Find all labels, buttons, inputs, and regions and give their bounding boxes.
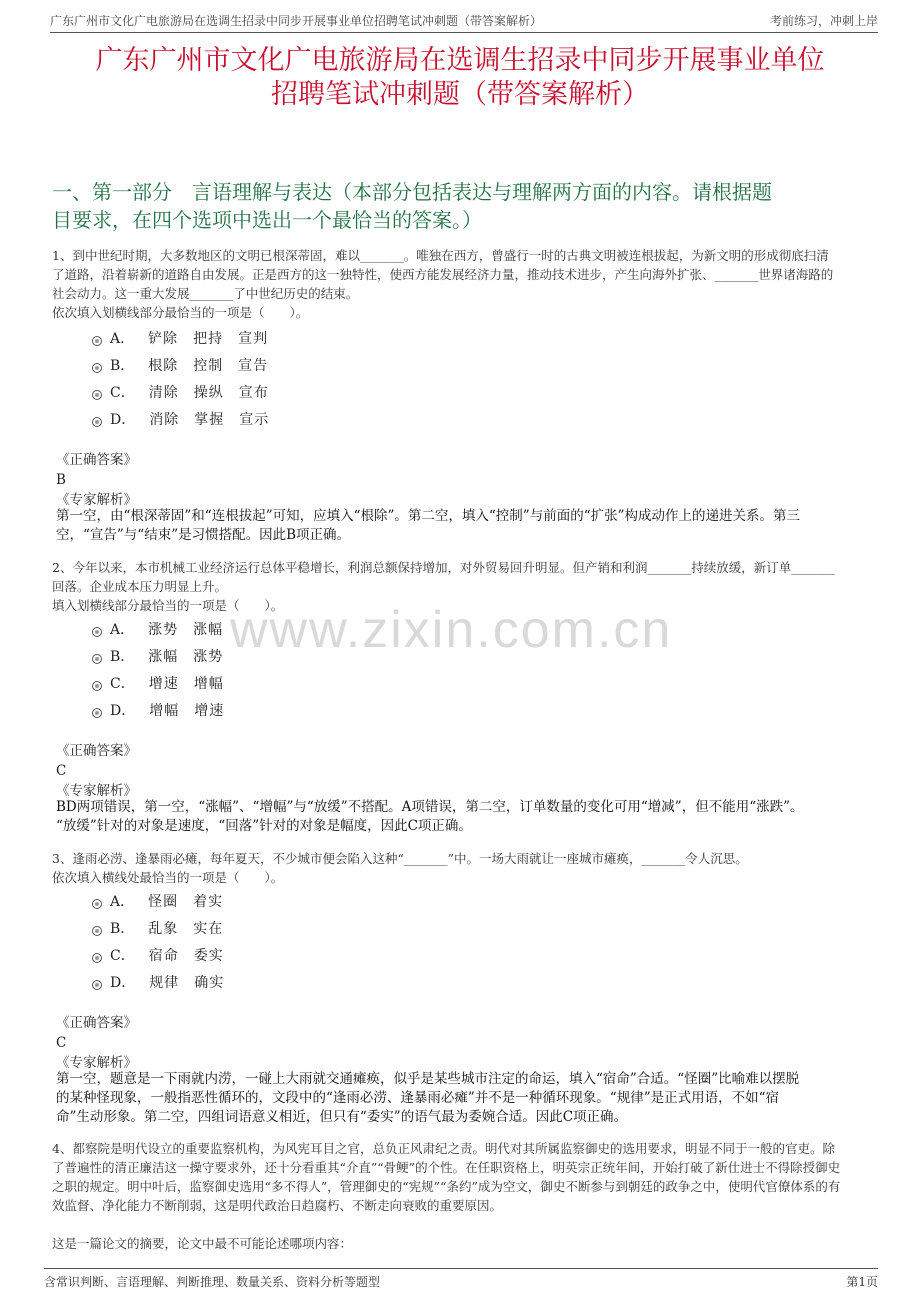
option-d[interactable] [92,968,224,995]
option-letter: A． [110,621,135,638]
option-letter: D． [110,411,136,428]
explanation-line: 空，“宣告”与“结束”是习惯搭配。因此B项正确。 [56,527,351,543]
page-number: 第1页 [846,1275,878,1289]
question-3-answer [56,1013,137,1073]
stem-line: 回落。企业成本压力明显上升。 [52,579,228,594]
answer-value: C [56,763,67,779]
option-b[interactable] [92,351,269,378]
radio-icon[interactable] [92,980,102,990]
stem-line: 1、到中世纪时期，大多数地区的文明已根深蒂固，难以_______。唯独在西方，曾盛行一时的古典文明被连根拔起，为新文明的形成彻底扫清 [52,248,829,263]
stem-line: 依次填入划横线部分最恰当的一项是（ ）。 [52,305,309,320]
question-1-options [92,324,269,432]
page-footer [44,1268,878,1291]
header-slogan: 考前练习，冲刺上岸 [769,14,878,28]
question-3-explanation [56,1070,872,1127]
stem-line: 2、今年以来，本市机械工业经济运行总体平稳增长，利润总额保持增加，对外贸易回升明显。但产销和利润_______持续放缓，新订单_______ [52,560,835,575]
option-letter: D． [110,974,136,991]
question-2-stem [52,558,876,615]
option-letter: B． [110,648,135,665]
option-a[interactable] [92,324,269,351]
option-text: 消除 掌握 宣示 [149,411,270,428]
header-doc-title: 广东广州市文化广电旅游局在选调生招录中同步开展事业单位招聘笔试冲刺题（带答案解析） [50,14,543,28]
option-c[interactable] [92,941,224,968]
stem-line: 依次填入横线处最恰当的一项是（ ）。 [52,870,284,885]
option-letter: C． [110,384,135,401]
question-3-stem [52,849,876,887]
stem-line: 社会动力。这一重大发展_______了中世纪历史的结束。 [52,286,359,301]
option-text: 宿命 委实 [148,947,224,964]
option-text: 清除 操纵 宣布 [148,384,269,401]
stem-line [52,1215,876,1234]
stem-line: 之职的规定。明中叶后，监察御史选用“多不得人”，管理御史的“宪规”“条约”成为空文，御史不断参与到朝廷的政争之中，使明代官僚体系的有 [52,1179,841,1194]
explanation-line: “放缓”针对的对象是速度，“回落”针对的对象是幅度，因此C项正确。 [56,818,472,834]
question-2-answer [56,741,137,801]
option-a[interactable] [92,615,224,642]
option-text: 规律 确实 [149,974,225,991]
question-4-stem [52,1139,876,1253]
radio-icon[interactable] [92,417,102,427]
radio-icon[interactable] [92,390,102,400]
option-a[interactable] [92,887,224,914]
option-b[interactable] [92,642,224,669]
explanation-label: 《专家解析》 [56,1055,137,1071]
question-1-explanation [56,507,872,545]
explanation-line: 的某种怪现象，一般指恶性循环的，文段中的“逢雨必涝、逢暴雨必瘫”并不是一种循环现象。“规律”是正式用语，不如“宿 [56,1090,780,1106]
explanation-label: 《专家解析》 [56,783,137,799]
radio-icon[interactable] [92,926,102,936]
stem-line: 4、都察院是明代设立的重要监察机构，为风宪耳目之官，总负正风肃纪之责。明代对其所属监察御史的选用要求，明显不同于一般的官吏。除 [52,1141,835,1156]
radio-icon[interactable] [92,363,102,373]
option-c[interactable] [92,669,224,696]
answer-value: B [56,472,66,488]
page-header [50,12,878,33]
radio-icon[interactable] [92,681,102,691]
option-d[interactable] [92,405,269,432]
explanation-line: 第一空，由“根深蒂固”和“连根拔起”可知，应填入“根除”。第二空，填入“控制”与前面的“扩张”构成动作上的递进关系。第三 [56,508,801,524]
footer-question-types: 含常识判断、言语理解、判断推理、数量关系、资料分析等题型 [44,1275,381,1289]
stem-line: 了道路，沿着崭新的道路自由发展。正是西方的这一独特性，使西方能发展经济力量，推动技术进步，产生向海外扩张、_______世界诸海路的 [52,267,834,282]
option-text: 涨势 涨幅 [148,621,224,638]
answer-label: 《正确答案》 [56,452,137,468]
option-letter: B． [110,920,135,937]
radio-icon[interactable] [92,708,102,718]
radio-icon[interactable] [92,654,102,664]
option-c[interactable] [92,378,269,405]
option-text: 增速 增幅 [148,675,224,692]
stem-line: 这是一篇论文的摘要，论文中最不可能论述哪项内容： [52,1236,353,1251]
explanation-line: 命”生动形象。第二空，四组词语意义相近，但只有“委实”的语气最为委婉合适。因此C项正确。 [56,1109,628,1125]
option-text: 怪圈 着实 [148,893,224,910]
option-text: 铲除 把持 宣判 [148,330,269,347]
title-line-2: 招聘笔试冲刺题（带答案解析） [271,79,649,110]
question-3-options [92,887,224,995]
option-letter: D． [110,702,136,719]
option-letter: A． [110,893,135,910]
option-text: 涨幅 涨势 [148,648,224,665]
answer-value: C [56,1035,67,1051]
question-1-stem [52,246,876,322]
radio-icon[interactable] [92,627,102,637]
question-1-answer [56,450,137,510]
radio-icon[interactable] [92,899,102,909]
section-heading [52,178,870,234]
option-d[interactable] [92,696,224,723]
radio-icon[interactable] [92,953,102,963]
answer-label: 《正确答案》 [56,1015,137,1031]
explanation-line: BD两项错误，第一空，“涨幅”、“增幅”与“放缓”不搭配。A项错误，第二空，订单数量的变化可用“增减”，但不能用“涨跌”。 [56,799,804,815]
option-letter: C． [110,675,135,692]
option-text: 乱象 实在 [148,920,224,937]
section-heading-line-2: 目要求，在四个选项中选出一个最恰当的答案。） [52,208,482,232]
title-line-1: 广东广州市文化广电旅游局在选调生招录中同步开展事业单位 [95,45,825,76]
stem-line: 效监督、净化能力不断削弱，这是明代政治日趋腐朽、不断走向衰败的重要原因。 [52,1198,503,1213]
option-letter: B． [110,357,135,374]
answer-label: 《正确答案》 [56,743,137,759]
section-heading-line-1: 一、第一部分 言语理解与表达（本部分包括表达与理解两方面的内容。请根据题 [52,180,772,204]
option-letter: A． [110,330,135,347]
option-text: 根除 控制 宣告 [148,357,269,374]
document-title [40,44,880,112]
explanation-line: 第一空，题意是一下雨就内涝，一碰上大雨就交通瘫痪，似乎是某些城市注定的命运，填入“宿命”合适。“怪圈”比喻难以摆脱 [56,1071,800,1087]
watermark: www.zixin.com.cn [230,601,673,659]
radio-icon[interactable] [92,336,102,346]
option-text: 增幅 增速 [149,702,225,719]
explanation-label: 《专家解析》 [56,492,137,508]
stem-line: 了普遍性的清正廉洁这一操守要求外，还十分看重其“介直”“骨鲠”的个性。在任职资格上，明英宗正统年间，开始打破了新仕进士不得除授御史 [52,1160,841,1175]
stem-line: 3、逢雨必涝、逢暴雨必瘫，每年夏天，不少城市便会陷入这种“_______”中。一场大雨就让一座城市瘫痪，_______令人沉思。 [52,851,748,866]
stem-line: 填入划横线部分最恰当的一项是（ ）。 [52,598,284,613]
option-b[interactable] [92,914,224,941]
question-2-explanation [56,798,872,836]
option-letter: C． [110,947,135,964]
question-2-options [92,615,224,723]
